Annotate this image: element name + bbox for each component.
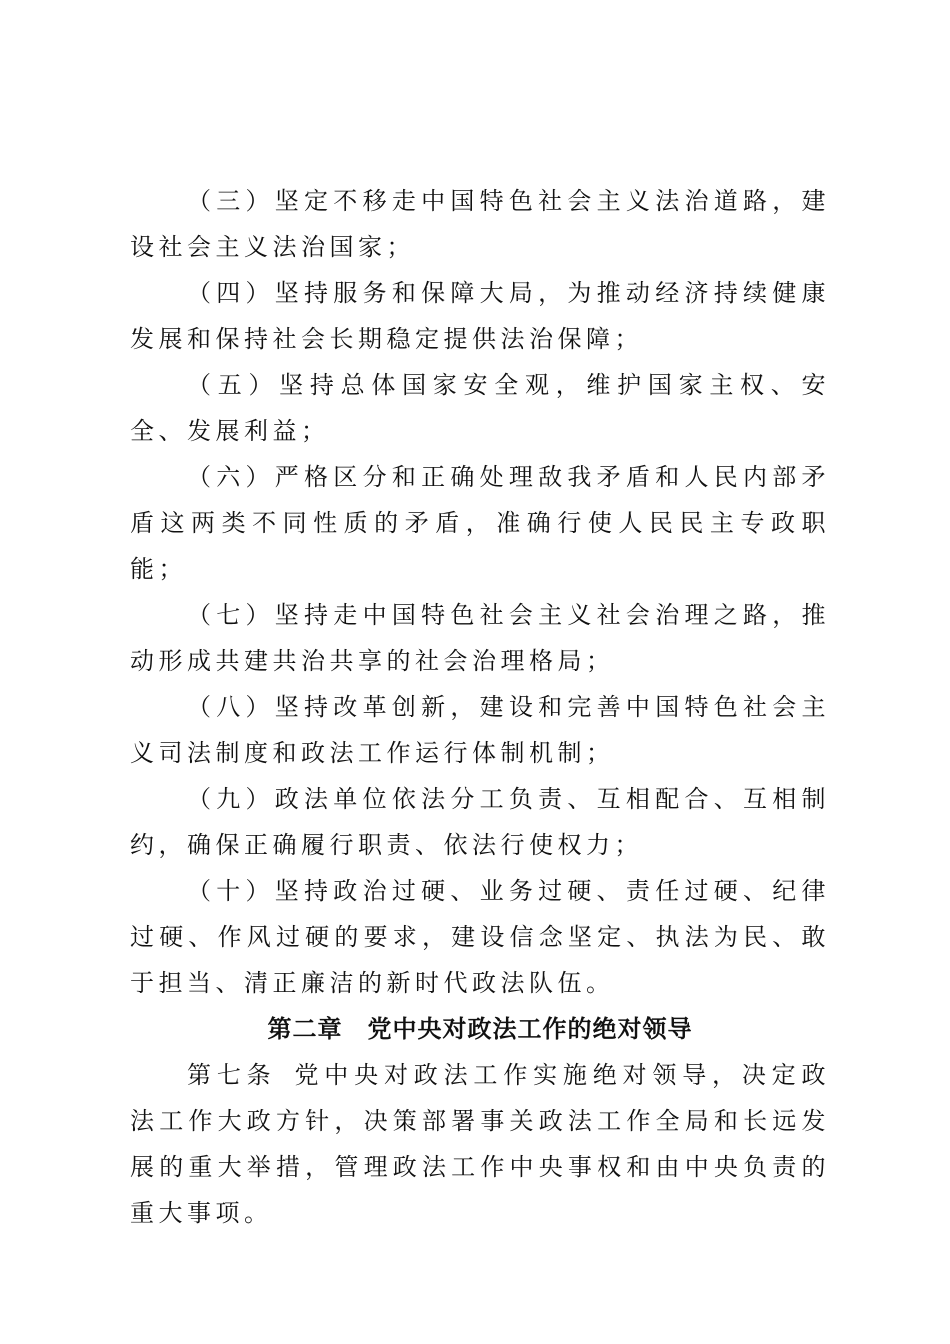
- list-item-10: （十）坚持政治过硬、业务过硬、责任过硬、纪律过硬、作风过硬的要求，建设信念坚定、执法为民、敢于担当、清正廉洁的新时代政法队伍。: [130, 877, 830, 997]
- list-item-9: （九）政法单位依法分工负责、互相配合、互相制约，确保正确履行职责、依法行使权力；: [130, 785, 830, 859]
- list-item-5: （五）坚持总体国家安全观，维护国家主权、安全、发展利益；: [130, 371, 830, 445]
- document-body: [130, 178, 830, 1236]
- list-item-4: （四）坚持服务和保障大局，为推动经济持续健康发展和保持社会长期稳定提供法治保障；: [130, 279, 830, 353]
- article-7: [130, 1052, 830, 1236]
- article-text: 党中央对政法工作实施绝对领导，决定政法工作大政方针，决策部署事关政法工作全局和长远发展的重大举措，管理政法工作中央事权和由中央负责的重大事项。: [130, 1061, 831, 1227]
- list-item-6: （六）严格区分和正确处理敌我矛盾和人民内部矛盾这两类不同性质的矛盾，准确行使人民民主专政职能；: [130, 463, 830, 583]
- list-item-3: （三）坚定不移走中国特色社会主义法治道路，建设社会主义法治国家；: [130, 187, 830, 261]
- chapter-heading: 第二章 党中央对政法工作的绝对领导: [267, 1015, 693, 1043]
- list-item-8: （八）坚持改革创新，建设和完善中国特色社会主义司法制度和政法工作运行体制机制；: [130, 693, 830, 767]
- list-item-7: （七）坚持走中国特色社会主义社会治理之路，推动形成共建共治共享的社会治理格局；: [130, 601, 830, 675]
- article-label: 第七条: [187, 1061, 277, 1089]
